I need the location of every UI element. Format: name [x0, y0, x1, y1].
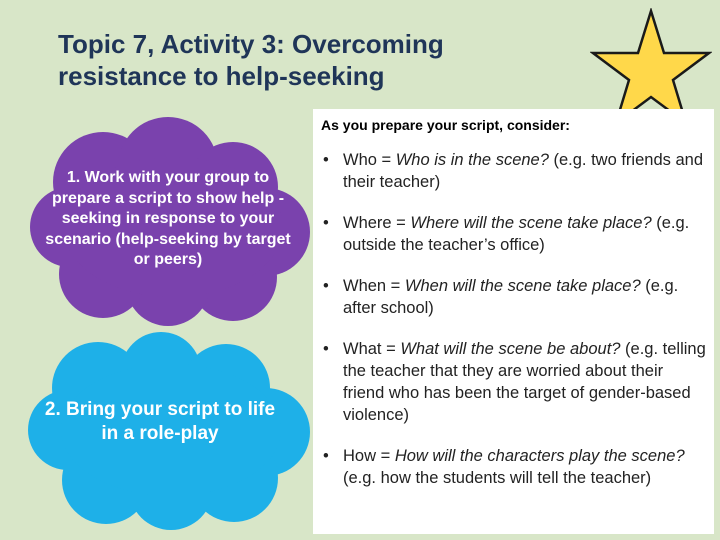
- bullet-icon: •: [323, 447, 329, 465]
- item-question: When will the scene take place?: [404, 277, 641, 295]
- item-example: (e.g. two friends and their teacher): [343, 151, 703, 191]
- step-2-text: 2. Bring your script to life in a role-play: [44, 399, 276, 444]
- item-question: What will the scene be about?: [400, 340, 621, 358]
- item-example: (e.g. telling the teacher that they are worried about their friend who has been the target of gender-based violence): [343, 340, 706, 424]
- item-example: (e.g. how the students will tell the teacher): [343, 469, 652, 487]
- list-item-when: [313, 275, 714, 319]
- title-line-1: Topic 7, Activity 3: Overcoming: [58, 29, 444, 59]
- item-question: Where will the scene take place?: [410, 214, 652, 232]
- panel-heading: As you prepare your script, consider:: [321, 117, 570, 133]
- considerations-list: [313, 149, 714, 508]
- step-1-text: 1. Work with your group to prepare a script to show help -seeking in response to your scenario (help-seeking by target or peers): [45, 169, 291, 268]
- item-example: (e.g. after school): [343, 277, 679, 317]
- item-lead: Who =: [343, 151, 396, 169]
- bullet-icon: •: [323, 277, 329, 295]
- item-example: (e.g. outside the teacher’s office): [343, 214, 690, 254]
- list-item-who: [313, 149, 714, 193]
- bullet-icon: •: [323, 214, 329, 232]
- considerations-panel: [313, 109, 714, 534]
- slide-title: [58, 28, 578, 92]
- item-question: Who is in the scene?: [395, 151, 549, 169]
- list-item-where: [313, 212, 714, 256]
- list-item-how: [313, 445, 714, 489]
- bullet-icon: •: [323, 151, 329, 169]
- item-question: How will the characters play the scene?: [394, 447, 685, 465]
- item-lead: Where =: [343, 214, 411, 232]
- bullet-icon: •: [323, 340, 329, 358]
- item-lead: How =: [343, 447, 395, 465]
- list-item-what: [313, 338, 714, 426]
- item-lead: What =: [343, 340, 401, 358]
- item-lead: When =: [343, 277, 405, 295]
- title-line-2: resistance to help-seeking: [58, 61, 385, 91]
